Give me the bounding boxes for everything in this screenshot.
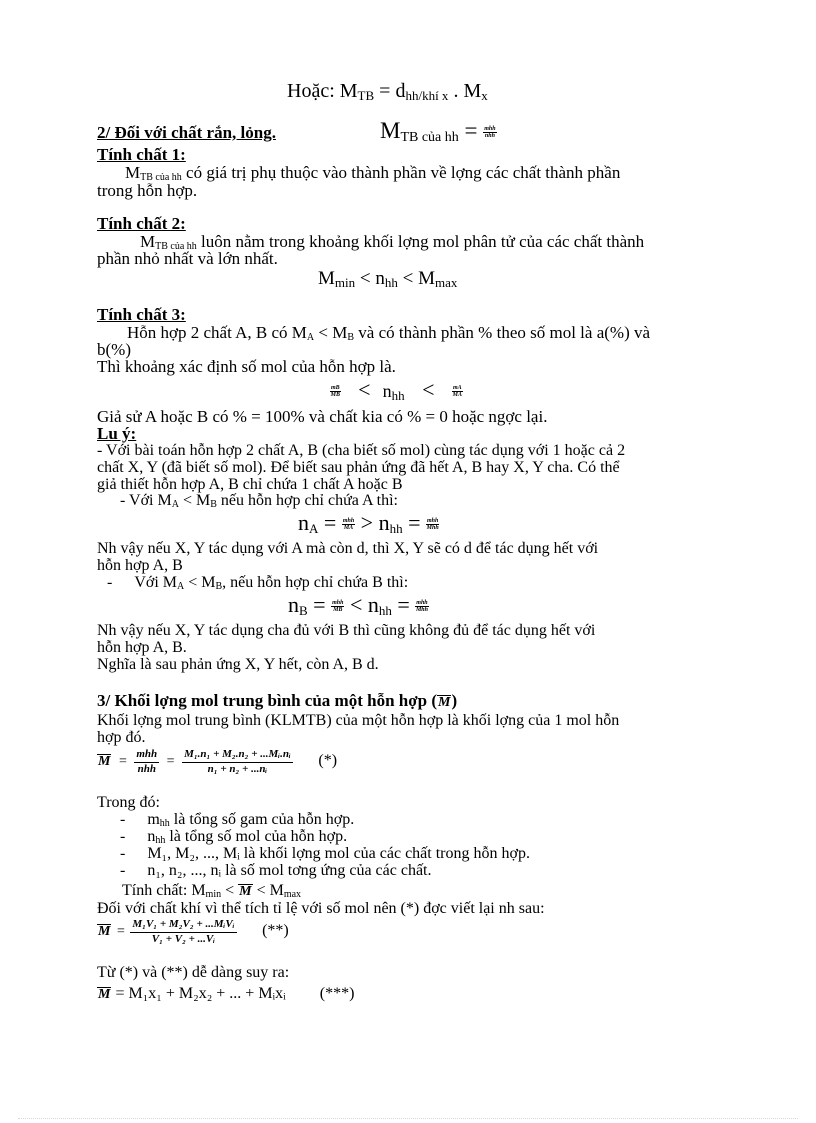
tc2-title: Tính chất 2: xyxy=(97,214,186,233)
tc3-formula xyxy=(330,378,463,408)
f2-b: B xyxy=(299,603,308,618)
tc1-text: có giá trị phụ thuộc vào thành phần về lợng các chất thành phần xyxy=(181,163,621,182)
tc3-lt2: < xyxy=(422,377,435,402)
tc1-title: Tính chất 1: xyxy=(97,145,186,164)
luuy-l4-sa: A xyxy=(171,499,179,510)
tc3-sb: B xyxy=(347,332,355,343)
tc3-frac1 xyxy=(330,385,341,398)
tc-a: Tính chất: M xyxy=(122,882,206,899)
eq1-frac1 xyxy=(134,748,159,776)
f1-frac1-num: mhh xyxy=(342,518,355,525)
f1-gt: > n xyxy=(360,510,390,535)
tc-c: < M xyxy=(252,882,284,899)
tc3-sa: A xyxy=(306,332,315,343)
b4-dash: - xyxy=(120,862,126,879)
tc3-title: Tính chất 3: xyxy=(97,305,186,324)
eq3-rest: = M₁x₁ + M₂x₂ + ... + Mᵢxᵢ xyxy=(111,985,286,1002)
b1-dash: - xyxy=(120,811,126,828)
tc3-hh: hh xyxy=(391,388,405,403)
eq1-frac1-den: nhh xyxy=(137,763,156,775)
page-bottom-border xyxy=(18,1118,798,1119)
s2-formula-sub: TB của hh xyxy=(400,130,459,145)
hoac-formula xyxy=(287,80,488,107)
hoac-post: . M xyxy=(448,80,482,102)
eq1-eq2: = xyxy=(166,754,175,770)
tc-m: M xyxy=(239,884,252,899)
tc2-f-mmax: < M xyxy=(397,268,435,289)
luuy-formula1 xyxy=(298,510,439,542)
luuy-line6: hỗn hợp A, B xyxy=(97,557,183,574)
s2-frac-den: nhh xyxy=(484,133,495,140)
section-3-title xyxy=(97,692,457,710)
tc3-line1 xyxy=(127,324,650,347)
eq1-frac2-num: M₁.n₁ + M₂.n₂ + ...Mᵢ.nᵢ xyxy=(182,748,293,763)
tc2-f-hh: hh xyxy=(384,275,398,290)
luuy-title: Lu ý: xyxy=(97,424,137,443)
tc-max: max xyxy=(283,889,302,900)
s3-bullet4 xyxy=(120,862,432,879)
tc3-t3: và có thành phần % theo số mol là a(%) và xyxy=(354,323,651,342)
tc1-line2: trong hỗn hợp. xyxy=(97,181,198,200)
f2-n: n xyxy=(288,592,299,617)
s3-bullet3 xyxy=(120,845,530,862)
eq1-frac2-den: n₁ + n₂ + ...nᵢ xyxy=(207,763,268,775)
f2-frac2-num: mhh xyxy=(416,600,428,607)
section-2-formula xyxy=(380,118,497,151)
f2-lt: < n xyxy=(349,592,379,617)
f2-frac1-num: mhh xyxy=(332,600,344,607)
eq1-frac1-num: mhh xyxy=(134,748,159,763)
s2-formula-eq: = xyxy=(458,118,484,143)
eq1-eq: = xyxy=(118,754,127,770)
f1-n: n xyxy=(298,510,309,535)
b1-text: là tổng số gam của hỗn hợp. xyxy=(169,811,355,828)
tc2-line2: phần nhỏ nhất và lớn nhất. xyxy=(97,249,278,268)
tc3-frac1-den: MB xyxy=(330,392,340,399)
tc3-frac2-num: mA xyxy=(453,385,462,392)
hoac-eq: = d xyxy=(374,80,406,102)
b2-dash: - xyxy=(120,828,126,845)
s2-formula-m: M xyxy=(380,118,401,143)
tc2-f-min: min xyxy=(334,275,356,290)
f2-frac1 xyxy=(331,600,344,613)
hoac-sub3: x xyxy=(481,88,488,103)
eq2-m: M xyxy=(98,924,111,940)
f1-frac1-den: MA xyxy=(343,525,354,532)
eq2-tag: (**) xyxy=(262,922,289,940)
tc2-f-max: max xyxy=(434,275,458,290)
luuy-line3: giả thiết hỗn hợp A, B chỉ chứa 1 chất A hoặc B xyxy=(97,476,403,493)
f1-frac2-num: mhh xyxy=(427,518,439,525)
f2-frac2 xyxy=(415,600,428,613)
b1-m: m xyxy=(147,811,160,828)
s2-fraction xyxy=(483,126,496,139)
f1-hh: hh xyxy=(389,521,403,536)
s3-eq3 xyxy=(97,985,354,1002)
b1-sub: hh xyxy=(159,818,170,829)
eq1-tag: (*) xyxy=(318,752,338,770)
b2-sub: hh xyxy=(155,835,166,846)
tc3-line2: b(%) xyxy=(97,340,131,359)
f1-frac2 xyxy=(426,518,439,531)
luuy-line2: chất X, Y (đã biết số mol). Để biết sau phản ứng đã hết A, B hay X, Y cha. Có thể xyxy=(97,459,620,476)
section-2-title xyxy=(97,124,276,142)
luuy-line8: Nh vậy nếu X, Y tác dụng cha đủ với B thì cũng không đủ để tác dụng hết với xyxy=(97,622,596,639)
luuy-formula2 xyxy=(288,592,429,624)
s3-line2: hợp đó. xyxy=(97,729,146,746)
tc2-m: M xyxy=(140,232,156,251)
luuy-l7-c: , nếu hỗn hợp chỉ chứa B thì: xyxy=(222,574,409,591)
luuy-l7-sb: B xyxy=(215,581,223,592)
tc3-t1: Hỗn hợp 2 chất A, B có M xyxy=(127,323,307,342)
tc3-line3: Thì khoảng xác định số mol của hỗn hợp là. xyxy=(97,357,396,376)
f2-frac2-den: Mhh xyxy=(415,607,428,614)
luuy-l7-sa: A xyxy=(177,581,185,592)
s3-title-a: 3/ Khối lợng mol trung bình của một hỗn hợp ( xyxy=(97,691,438,710)
luuy-line10: Nghĩa là sau phản ứng X, Y hết, còn A, B d. xyxy=(97,656,379,673)
tc2-formula xyxy=(318,269,457,293)
tc3-lt1: < xyxy=(358,377,371,402)
s3-line1: Khối lợng mol trung bình (KLMTB) của một hỗn hợp là khối lợng của 1 mol hỗn xyxy=(97,712,620,729)
section-2-title-text: 2/ Đối với chất rắn, lỏng. xyxy=(97,123,276,142)
b3-dash: - xyxy=(120,845,126,862)
tc-min: min xyxy=(205,889,222,900)
hoac-text: Hoặc: M xyxy=(287,80,358,102)
eq3-m: M xyxy=(98,987,111,1002)
tc1-line1 xyxy=(125,164,620,187)
tc2-sub: TB của hh xyxy=(155,241,197,252)
s3-trong-do: Trong đó: xyxy=(97,794,160,811)
eq1-frac2 xyxy=(182,748,293,776)
luuy-l4-b: < M xyxy=(178,492,211,509)
tc3-t2: < M xyxy=(314,323,348,342)
tc1-sub: TB của hh xyxy=(140,172,182,183)
hoac-sub1: TB xyxy=(357,88,375,103)
f1-eq: = xyxy=(318,510,342,535)
eq2-frac-den: V₁ + V₂ + ...Vᵢ xyxy=(151,933,216,945)
b2-n: n xyxy=(147,828,156,845)
s3-title-b: ) xyxy=(451,691,458,710)
s3-title-m: M xyxy=(438,695,451,710)
eq2-frac xyxy=(130,918,236,946)
f1-a: A xyxy=(309,521,319,536)
s3-line4: Từ (*) và (**) dễ dàng suy ra: xyxy=(97,964,290,981)
luuy-l7-dash: - xyxy=(107,574,113,591)
luuy-line1: - Với bài toán hỗn hợp 2 chất A, B (cha biết số mol) cùng tác dụng với 1 hoặc cả 2 xyxy=(97,442,626,459)
b4-text: n₁, n₂, ..., nᵢ là số mol tơng ứng của các chất. xyxy=(147,862,432,879)
luuy-l4-sb: B xyxy=(210,499,217,510)
f1-frac1 xyxy=(342,518,355,531)
luuy-l7-a: Với M xyxy=(134,574,178,591)
tc2-text: luôn nằm trong khoảng khối lợng mol phân tử của các chất thành xyxy=(196,232,645,251)
s3-eq1 xyxy=(97,748,337,776)
tc3-frac1-num: mB xyxy=(331,385,340,392)
eq2-frac-num: M₁V₁ + M₂V₂ + ...MᵢVᵢ xyxy=(130,918,236,933)
f1-eq2: = xyxy=(402,510,426,535)
tc2-f-mmin: M xyxy=(318,268,335,289)
s3-eq2 xyxy=(97,918,289,946)
tc3-n: n xyxy=(382,381,392,401)
tc3-line4: Giả sử A hoặc B có % = 100% và chất kia có % = 0 hoặc ngợc lại. xyxy=(97,407,548,426)
luuy-line9: hỗn hợp A, B. xyxy=(97,639,187,656)
s2-frac-num: mhh xyxy=(484,126,496,133)
f1-frac2-den: Mhh xyxy=(426,525,439,532)
eq3-tag: (***) xyxy=(319,985,355,1002)
tc3-frac2-den: MA xyxy=(452,392,463,399)
eq1-m: M xyxy=(98,754,111,770)
hoac-sub2: hh/khí x xyxy=(405,88,449,103)
tc-lt: < xyxy=(221,882,239,899)
tc3-frac2 xyxy=(452,385,463,398)
f2-frac1-den: MB xyxy=(333,607,343,614)
luuy-l4-a: - Với M xyxy=(120,492,172,509)
f2-eq: = xyxy=(307,592,332,617)
luuy-line5: Nh vậy nếu X, Y tác dụng với A mà còn d, thì X, Y sẽ có d để tác dụng hết với xyxy=(97,540,599,557)
eq2-eq: = xyxy=(116,924,125,940)
b2-text: là tổng số mol của hỗn hợp. xyxy=(165,828,348,845)
f2-hh: hh xyxy=(378,603,392,618)
tc1-m: M xyxy=(125,163,141,182)
tc2-f-nhh: < n xyxy=(355,268,385,289)
luuy-l7-b: < M xyxy=(184,574,216,591)
b3-text: M₁, M₂, ..., Mᵢ là khối lợng mol của các chất trong hỗn hợp. xyxy=(147,845,530,862)
f2-eq2: = xyxy=(391,592,416,617)
luuy-l4-c: nếu hỗn hợp chỉ chứa A thì: xyxy=(216,492,398,509)
s3-line3: Đối với chất khí vì thể tích tỉ lệ với số mol nên (*) đợc viết lại nh sau: xyxy=(97,900,545,917)
